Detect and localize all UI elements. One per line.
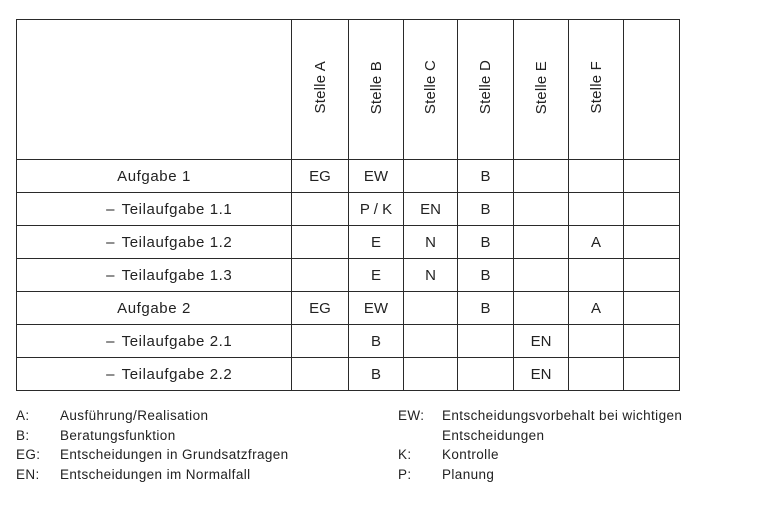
table-row [17,325,680,358]
table-cell: B [458,226,514,259]
row-label: Teilaufgabe 2.2 [121,365,233,383]
legend-text: Ausführung/Realisation [60,408,209,423]
legend-entry [398,465,682,485]
legend-key: P: [398,466,412,482]
row-label-cell [17,259,292,292]
table-cell [624,160,680,193]
legend-key: B: [16,427,30,443]
table-cell: N [404,226,458,259]
row-label-cell [17,325,292,358]
header-label: Stelle D [477,60,494,115]
table-cell [624,193,680,226]
table-cell [292,259,349,292]
legend-text: Entscheidungen im Normalfall [60,466,251,482]
table-cell: EW [349,160,404,193]
header-label: Stelle C [422,60,439,115]
legend-text: Kontrolle [442,447,499,462]
table-cell [404,292,458,325]
table-cell: P / K [349,193,404,226]
legend-text: Entscheidungen in Grundsatzfragen [60,447,289,462]
table-cell [569,160,624,193]
legend-key: K: [398,447,412,462]
table-cell [514,160,569,193]
header-label: Stelle B [367,60,385,115]
legend-text: Entscheidungen [442,427,545,443]
table-cell [624,325,680,358]
table-cell: A [569,226,624,259]
table-cell [458,358,514,391]
table-cell [292,193,349,226]
table-cell [514,193,569,226]
header-stelle-e [514,20,569,160]
dash-marker: – [106,266,116,284]
row-label: Aufgabe 2 [117,299,191,317]
row-label-cell [17,160,292,193]
table-cell: E [349,259,404,292]
header-empty-column [624,20,680,160]
table-cell: A [569,292,624,325]
legend-entry [398,445,682,465]
dash-marker: – [106,332,116,350]
table-row [17,193,680,226]
table-cell [624,292,680,325]
table-cell [292,325,349,358]
table-cell: B [349,358,404,391]
dash-marker: – [106,365,116,383]
table-cell [624,259,680,292]
header-corner-cell [17,20,292,160]
table-cell [514,259,569,292]
row-label-cell [17,292,292,325]
row-label-cell [17,226,292,259]
table-row [17,259,680,292]
legend-text: Planung [442,466,495,482]
row-label: Teilaufgabe 1.2 [121,233,233,251]
legend-entry [16,426,289,446]
legend-left [16,406,289,484]
row-label: Teilaufgabe 1.1 [121,200,233,218]
legend-entry [398,406,682,426]
row-label: Teilaufgabe 1.3 [121,266,233,284]
table-cell: EG [292,292,349,325]
row-label-cell [17,358,292,391]
row-label-cell [17,193,292,226]
table-cell [624,358,680,391]
table-cell [292,358,349,391]
responsibility-matrix-table [16,19,680,391]
legend-key: EG: [16,447,41,462]
table-cell: EN [404,193,458,226]
header-label: Stelle E [532,60,550,115]
table-cell [404,358,458,391]
table-cell: EW [349,292,404,325]
header-label: Stelle A [311,61,329,114]
legend-key: EN: [16,466,40,482]
table-cell [514,292,569,325]
table-cell: E [349,226,404,259]
table-cell: B [458,160,514,193]
dash-marker: – [106,200,116,218]
table-cell [292,226,349,259]
table-cell [569,325,624,358]
table-cell: EN [514,358,569,391]
table-cell [569,358,624,391]
table-cell [404,160,458,193]
legend-key [398,426,442,446]
header-label: Stelle F [587,61,605,114]
header-stelle-d [458,20,514,160]
legend-entry [16,465,289,485]
header-row [17,20,680,160]
table-row [17,292,680,325]
table-cell [404,325,458,358]
row-label: Teilaufgabe 2.1 [121,332,233,350]
table-cell [624,226,680,259]
dash-marker: – [106,233,116,251]
row-label: Aufgabe 1 [117,167,191,185]
legend-text: Beratungsfunktion [60,427,176,443]
table-row [17,226,680,259]
table-cell [569,259,624,292]
table-row [17,358,680,391]
legend-entry-continuation [398,426,682,446]
table-cell [569,193,624,226]
header-stelle-f [569,20,624,160]
table-row [17,160,680,193]
header-stelle-a [292,20,349,160]
legend-key: A: [16,408,30,423]
table-cell: B [458,259,514,292]
header-stelle-b [349,20,404,160]
table-cell [458,325,514,358]
table-cell: B [349,325,404,358]
legend-right [398,406,682,484]
legend-key: EW: [398,408,425,423]
table-cell: EG [292,160,349,193]
legend-text: Entscheidungsvorbehalt bei wichtigen [442,408,683,423]
table-cell: B [458,193,514,226]
legend-entry [16,406,289,426]
table-cell: B [458,292,514,325]
header-stelle-c [404,20,458,160]
legend-entry [16,445,289,465]
table-cell: EN [514,325,569,358]
table-cell [514,226,569,259]
table-cell: N [404,259,458,292]
